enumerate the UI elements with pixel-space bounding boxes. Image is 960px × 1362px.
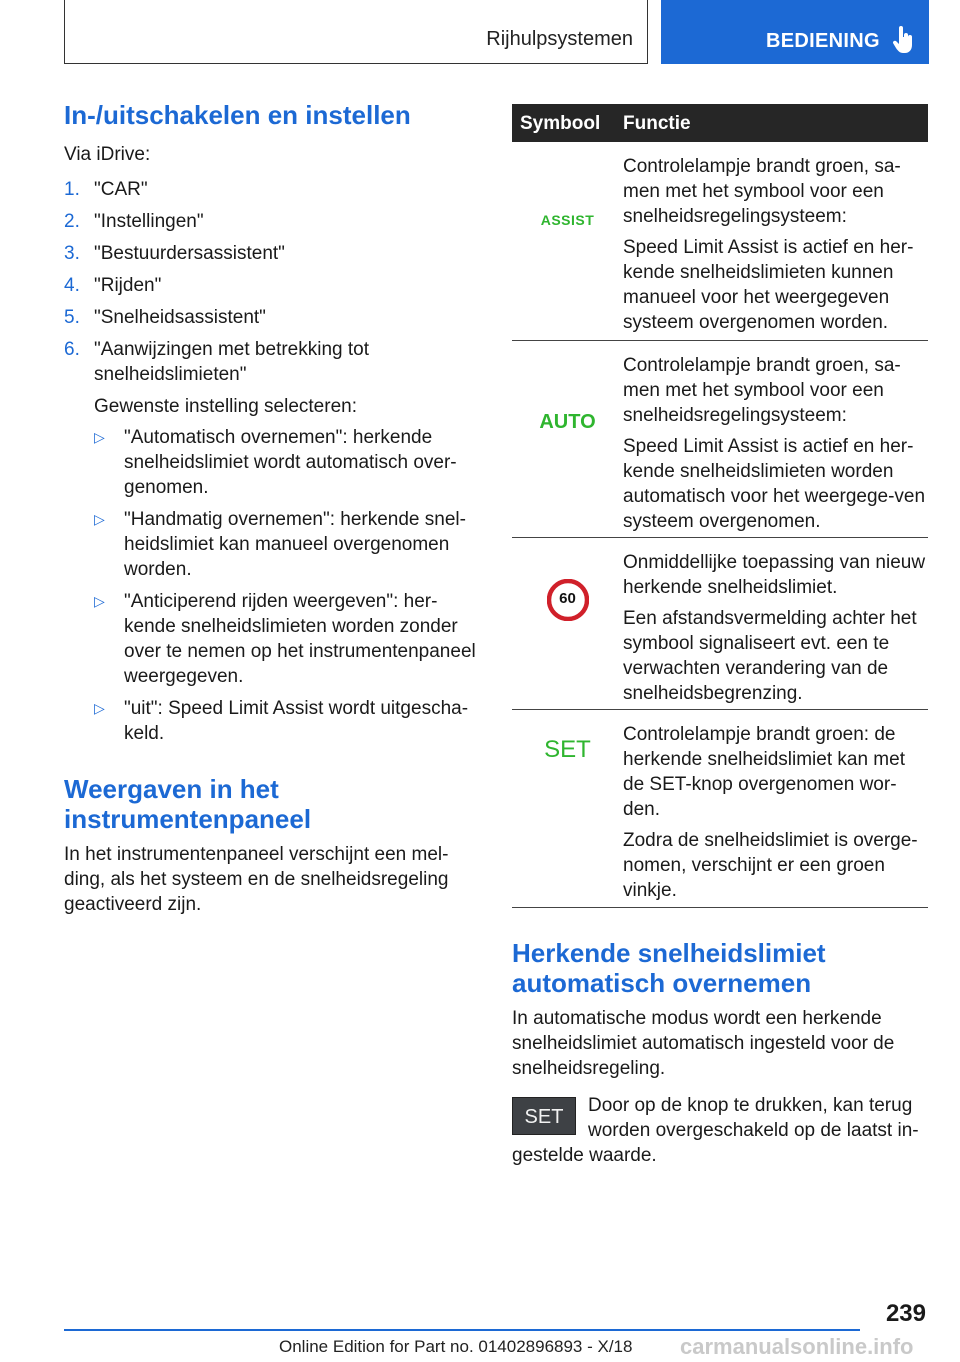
symbol-table bbox=[512, 104, 928, 908]
right-column bbox=[512, 104, 928, 1168]
triangle-bullet-icon: ▷ bbox=[94, 700, 105, 716]
list-item: ▷ "uit": Speed Limit Assist wordt uitgescha-keld. bbox=[94, 698, 469, 744]
set-symbol-icon: SET bbox=[544, 735, 591, 763]
table-row: AUTO Controlelampje brandt groen, sa-men met het symbool voor een snelheidsregelingsysteem: Speed Limit Assist is actief en her-kende snelheidslimieten worden automatisch voor het weergege-ven systeem overgenomen. bbox=[512, 341, 928, 538]
list-item: ▷ "Automatisch overnemen": herkende snelheidslimiet wordt automatisch over-genomen. bbox=[94, 427, 457, 498]
section-heading-auto-adopt: Herkende snelheidslimiet automatisch overnemen bbox=[512, 938, 826, 998]
set-button[interactable]: SET bbox=[512, 1097, 576, 1135]
triangle-bullet-icon: ▷ bbox=[94, 511, 105, 527]
list-item: 6. "Aanwijzingen met betrekking tot snelheidslimieten" Gewenste instelling selecteren: ▷ "Automatisch overnemen": herkende snelheidslimiet wordt automatisch over-genomen. ▷ "Handmatig overnemen": herkende snel-heidslimiet kan manueel overgenomen worden. ▷ "Anticiperend rijden weergeven": her-kende snelheidslimieten worden zonder over te nemen op het instrumentenpaneel weergegeven. ▷ "uit": Speed Limit Assist wordt uitgescha-keld. bbox=[64, 337, 480, 746]
table-row: ASSIST Controlelampje brandt groen, sa-men met het symbool voor een snelheidsregelingsysteem: Speed Limit Assist is actief en her-kende snelheidslimieten kunnen manueel voor het weergegeven systeem overgenomen worden. bbox=[512, 142, 928, 341]
list-item: ▷ "Handmatig overnemen": herkende snel-heidslimiet kan manueel overgenomen worden. bbox=[94, 509, 466, 580]
display-text: In het instrumentenpaneel verschijnt een mel-ding, als het systeem en de snelheidsregeling geactiveerd zijn. bbox=[64, 844, 449, 915]
section-heading-settings: In-/uitschakelen en instellen bbox=[64, 100, 411, 130]
list-item: 4. "Rijden" bbox=[64, 275, 162, 296]
select-prompt: Gewenste instelling selecteren: bbox=[94, 396, 357, 417]
list-item: 5. "Snelheidsassistent" bbox=[64, 307, 266, 328]
set-button-block bbox=[512, 1093, 928, 1168]
triangle-bullet-icon: ▷ bbox=[94, 593, 105, 609]
list-item: 2. "Instellingen" bbox=[64, 211, 204, 232]
table-row: 60 Onmiddellijke toepassing van nieuw herkende snelheidslimiet. Een afstandsvermelding achter het symbool signaliseert evt. een te verwachten verandering van de snelheidsbegrenzing. bbox=[512, 538, 928, 710]
list-item: ▷ "Anticiperend rijden weergeven": her-kende snelheidslimieten worden zonder over te nemen op het instrumentenpaneel weergegeven. bbox=[94, 591, 476, 687]
triangle-bullet-icon: ▷ bbox=[94, 429, 105, 445]
footer-divider bbox=[64, 1329, 860, 1331]
set-button-text: Door op de knop te drukken, kan terug worden overgeschakeld op de laatst in-gestelde waarde. bbox=[512, 1095, 919, 1166]
left-column bbox=[64, 100, 480, 917]
section-title: Rijhulpsystemen bbox=[486, 28, 633, 50]
column-header-symbol: Symbool bbox=[520, 113, 601, 134]
column-header-function: Functie bbox=[623, 113, 691, 134]
steps-list bbox=[64, 177, 480, 746]
auto-adopt-text: In automatische modus wordt een herkende snelheidslimiet automatisch ingesteld voor de snelheidsregeling. bbox=[512, 1008, 895, 1079]
auto-symbol-icon: AUTO bbox=[539, 410, 596, 433]
page-number: 239 bbox=[885, 1300, 926, 1327]
hand-pointer-icon bbox=[893, 26, 915, 59]
speed-limit-sign-icon: 60 bbox=[547, 579, 589, 621]
options-list bbox=[94, 425, 480, 746]
header-chapter-box bbox=[661, 0, 929, 64]
header-section-box bbox=[64, 0, 648, 64]
table-header bbox=[512, 104, 928, 142]
watermark: carmanualsonline.info bbox=[680, 1334, 914, 1359]
list-item: 1. "CAR" bbox=[64, 179, 148, 200]
list-item: 3. "Bestuurdersassistent" bbox=[64, 243, 285, 264]
chapter-title: BEDIENING bbox=[766, 30, 880, 52]
table-row: SET Controlelampje brandt groen: de herkende snelheidslimiet kan met de SET-knop overgenomen wor-den. Zodra de snelheidslimiet is overge-nomen, verschijnt er een groen vinkje. bbox=[512, 710, 928, 908]
section-heading-display: Weergaven in het instrumentenpaneel bbox=[64, 774, 312, 834]
edition-text: Online Edition for Part no. 01402896893 - X/18 bbox=[279, 1337, 633, 1356]
intro-text: Via iDrive: bbox=[64, 144, 151, 165]
assist-symbol-icon: ASSIST bbox=[540, 212, 595, 228]
